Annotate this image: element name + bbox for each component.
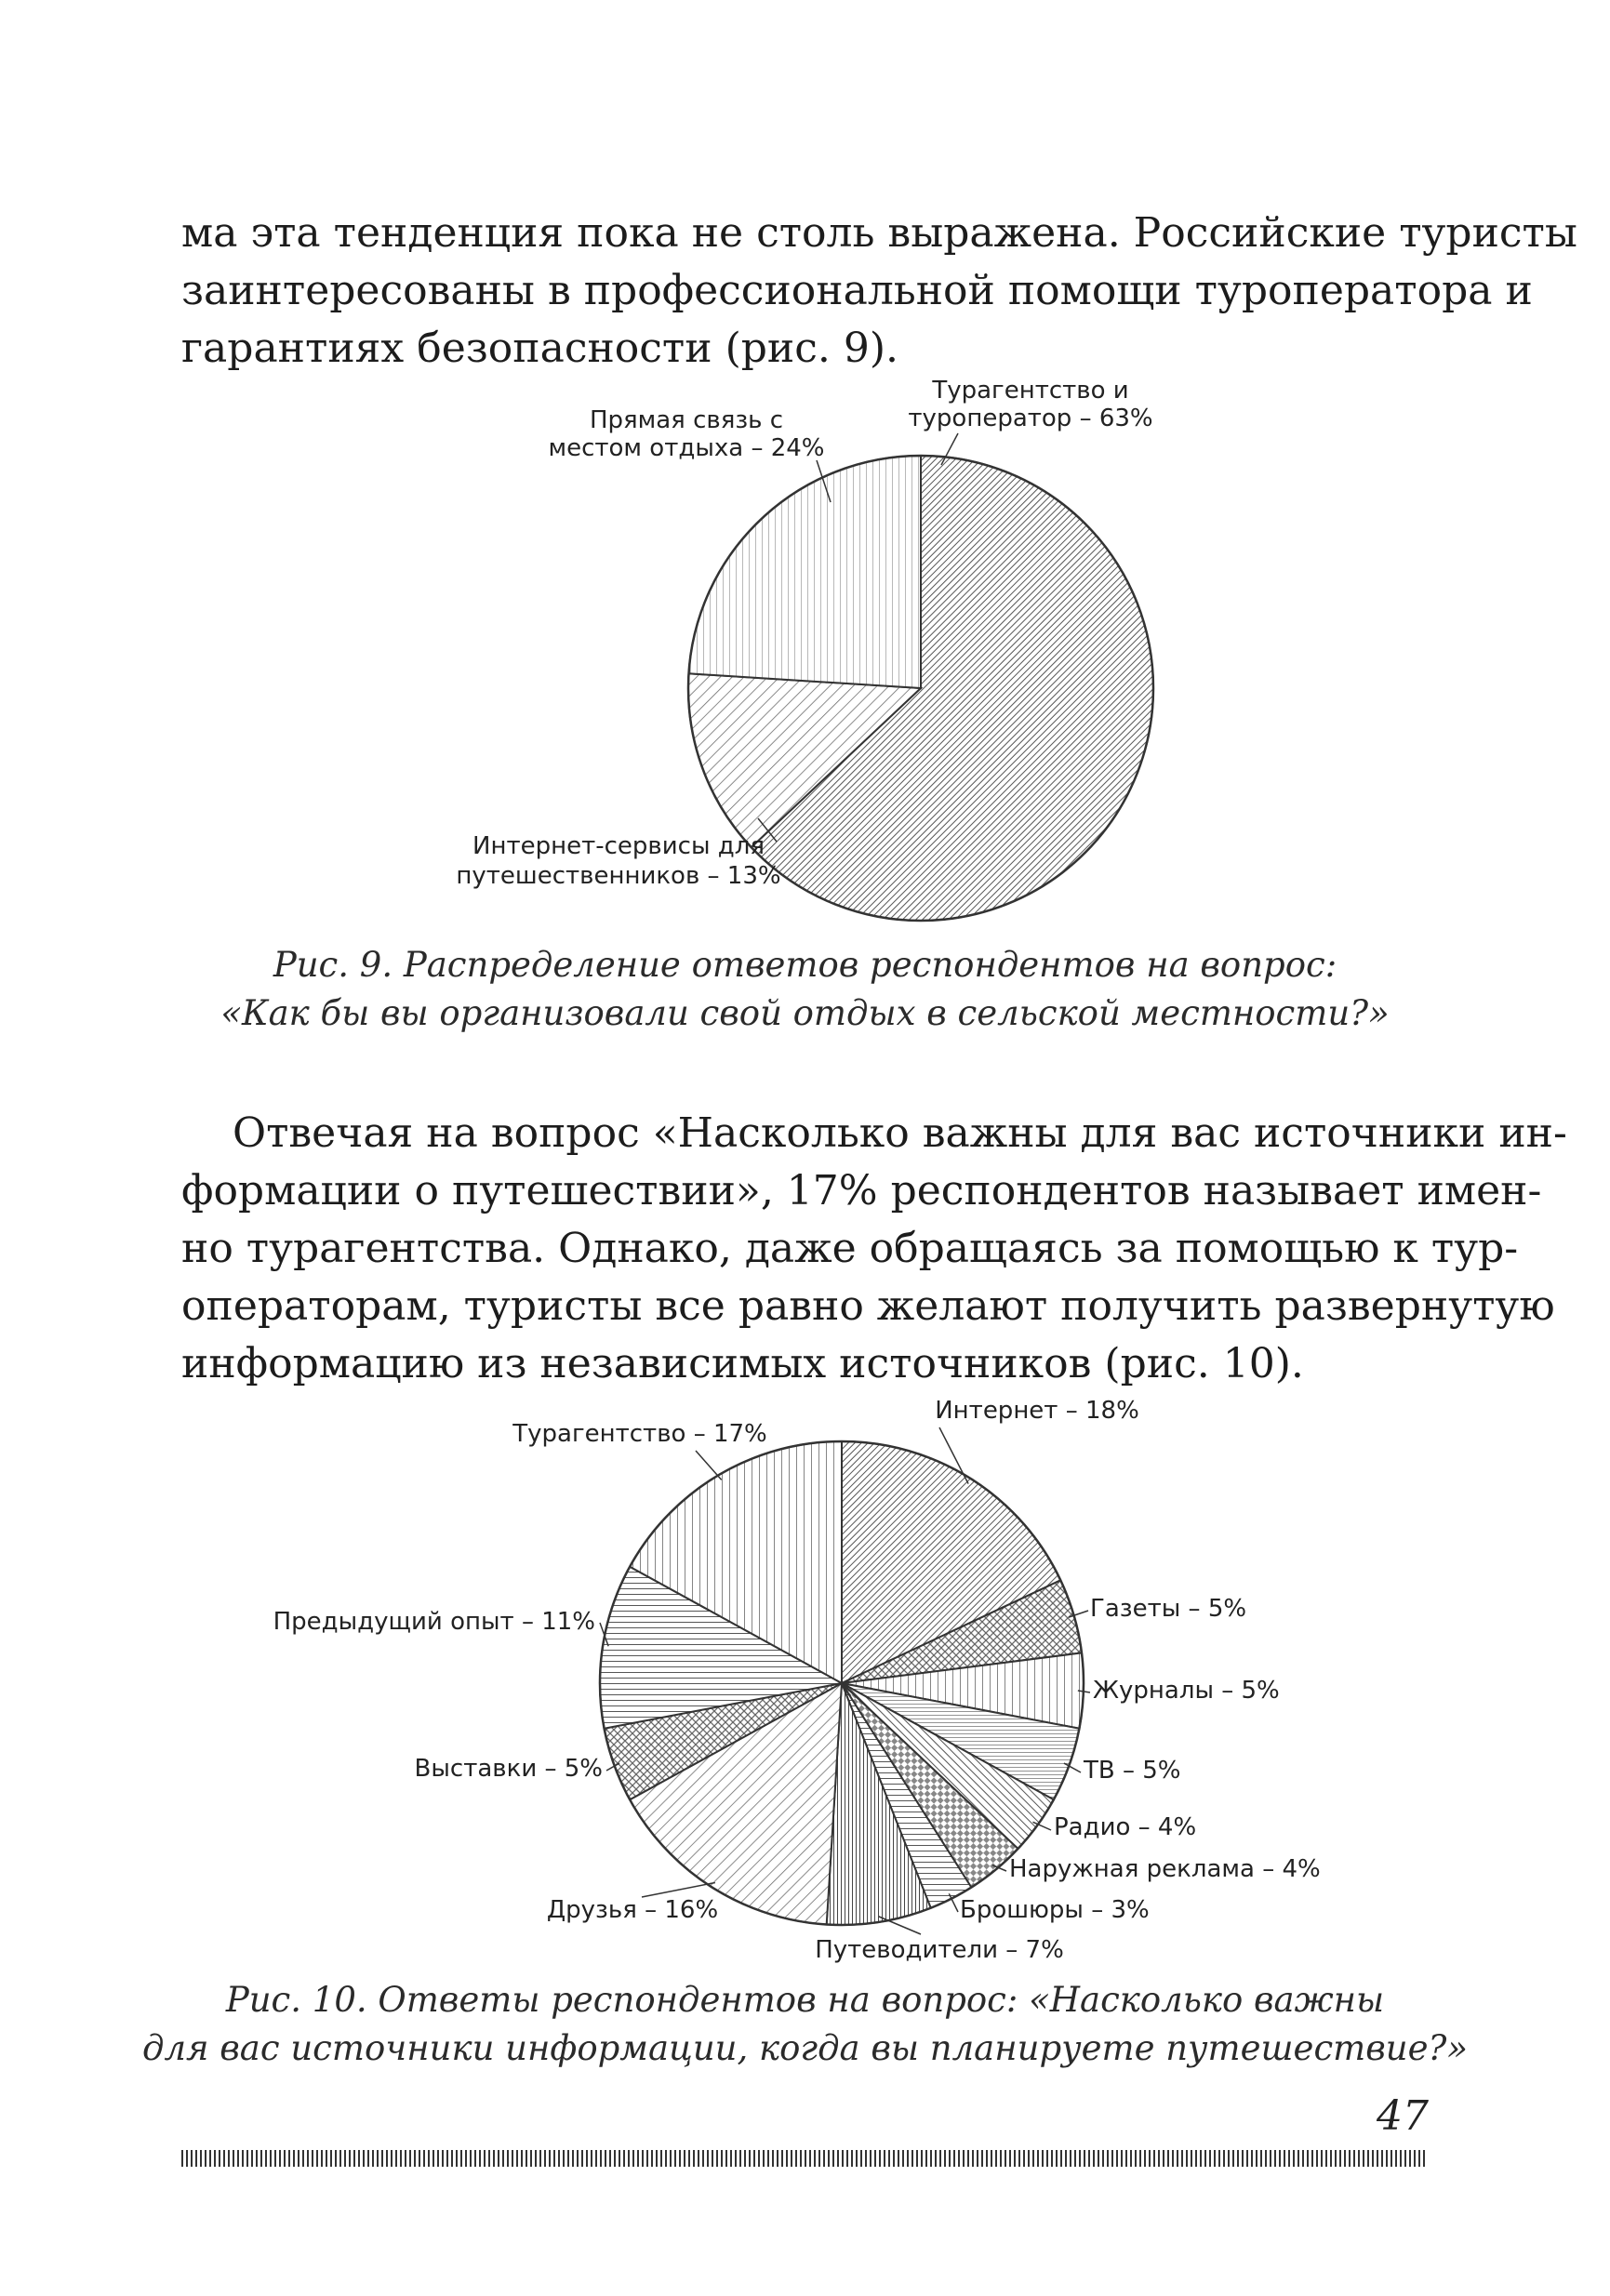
pie-10-slices: [600, 1441, 1084, 1925]
label-travel-agency-1: Турагентство и: [932, 377, 1129, 405]
label-travel-agency-2: туроператор – 63%: [908, 405, 1153, 432]
label-brochures: Брошюры – 3%: [960, 1896, 1150, 1924]
label-travel-agency: Турагентство – 17%: [512, 1420, 767, 1448]
label-newspapers: Газеты – 5%: [1090, 1595, 1247, 1623]
caption-line: Рис. 9. Распределение ответов респондентов на вопрос:: [273, 945, 1337, 985]
figure-10-pie-chart: [0, 1376, 1610, 1981]
paragraph-line: информацию из независимых источников (рис. 10).: [181, 1340, 1304, 1387]
label-direct-contact-2: местом отдыха – 24%: [548, 434, 825, 462]
label-outdoor-ads: Наружная реклама – 4%: [1009, 1855, 1321, 1883]
paragraph-line: гарантиях безопасности (рис. 9).: [181, 325, 898, 372]
label-internet-services-2: путешественников – 13%: [456, 862, 781, 890]
caption-line: для вас источники информации, когда вы планируете путешествие?»: [142, 2028, 1468, 2068]
caption-line: Рис. 10. Ответы респондентов на вопрос: «Насколько важны: [225, 1980, 1385, 2020]
label-internet: Интернет – 18%: [935, 1397, 1139, 1425]
label-radio: Радио – 4%: [1054, 1813, 1197, 1841]
figure-9-caption: [0, 941, 1610, 1038]
label-tv: ТВ – 5%: [1084, 1757, 1181, 1785]
footer-dotted-rule: [181, 2150, 1428, 2167]
figure-10-caption: [0, 1976, 1610, 2073]
label-guidebooks: Путеводители – 7%: [815, 1936, 1064, 1964]
label-exhibitions: Выставки – 5%: [414, 1755, 603, 1783]
label-internet-services-1: Интернет-сервисы для: [472, 832, 765, 860]
page-number: 47: [1377, 2092, 1429, 2140]
paragraph-line: операторам, туристы все равно желают получить развернутую: [181, 1282, 1555, 1330]
paragraph-line: но турагентства. Однако, даже обращаясь за помощью к тур-: [181, 1225, 1519, 1272]
caption-line: «Как бы вы организовали свой отдых в сельской местности?»: [220, 993, 1390, 1033]
leader-friends: [642, 1882, 715, 1897]
pie-slice-2: [688, 456, 921, 688]
label-direct-contact-1: Прямая связь с: [589, 406, 784, 434]
paragraph-2: [181, 1105, 1567, 1393]
paragraph-line: заинтересованы в профессиональной помощи туроператора и: [181, 267, 1533, 314]
label-previous-experience: Предыдущий опыт – 11%: [273, 1608, 595, 1636]
leader-guidebooks: [879, 1917, 921, 1934]
paragraph-line: ма эта тенденция пока не столь выражена. Российские туристы: [181, 209, 1577, 257]
label-magazines: Журналы – 5%: [1093, 1677, 1280, 1705]
figure-9-pie-chart: [0, 0, 1610, 930]
leader-travel-agency: [696, 1451, 722, 1480]
paragraph-line: формации о путешествии», 17% респондентов называет имен-: [181, 1167, 1542, 1214]
paragraph-line: Отвечая на вопрос «Насколько важны для вас источники ин-: [233, 1109, 1567, 1157]
label-friends: Друзья – 16%: [546, 1896, 719, 1924]
